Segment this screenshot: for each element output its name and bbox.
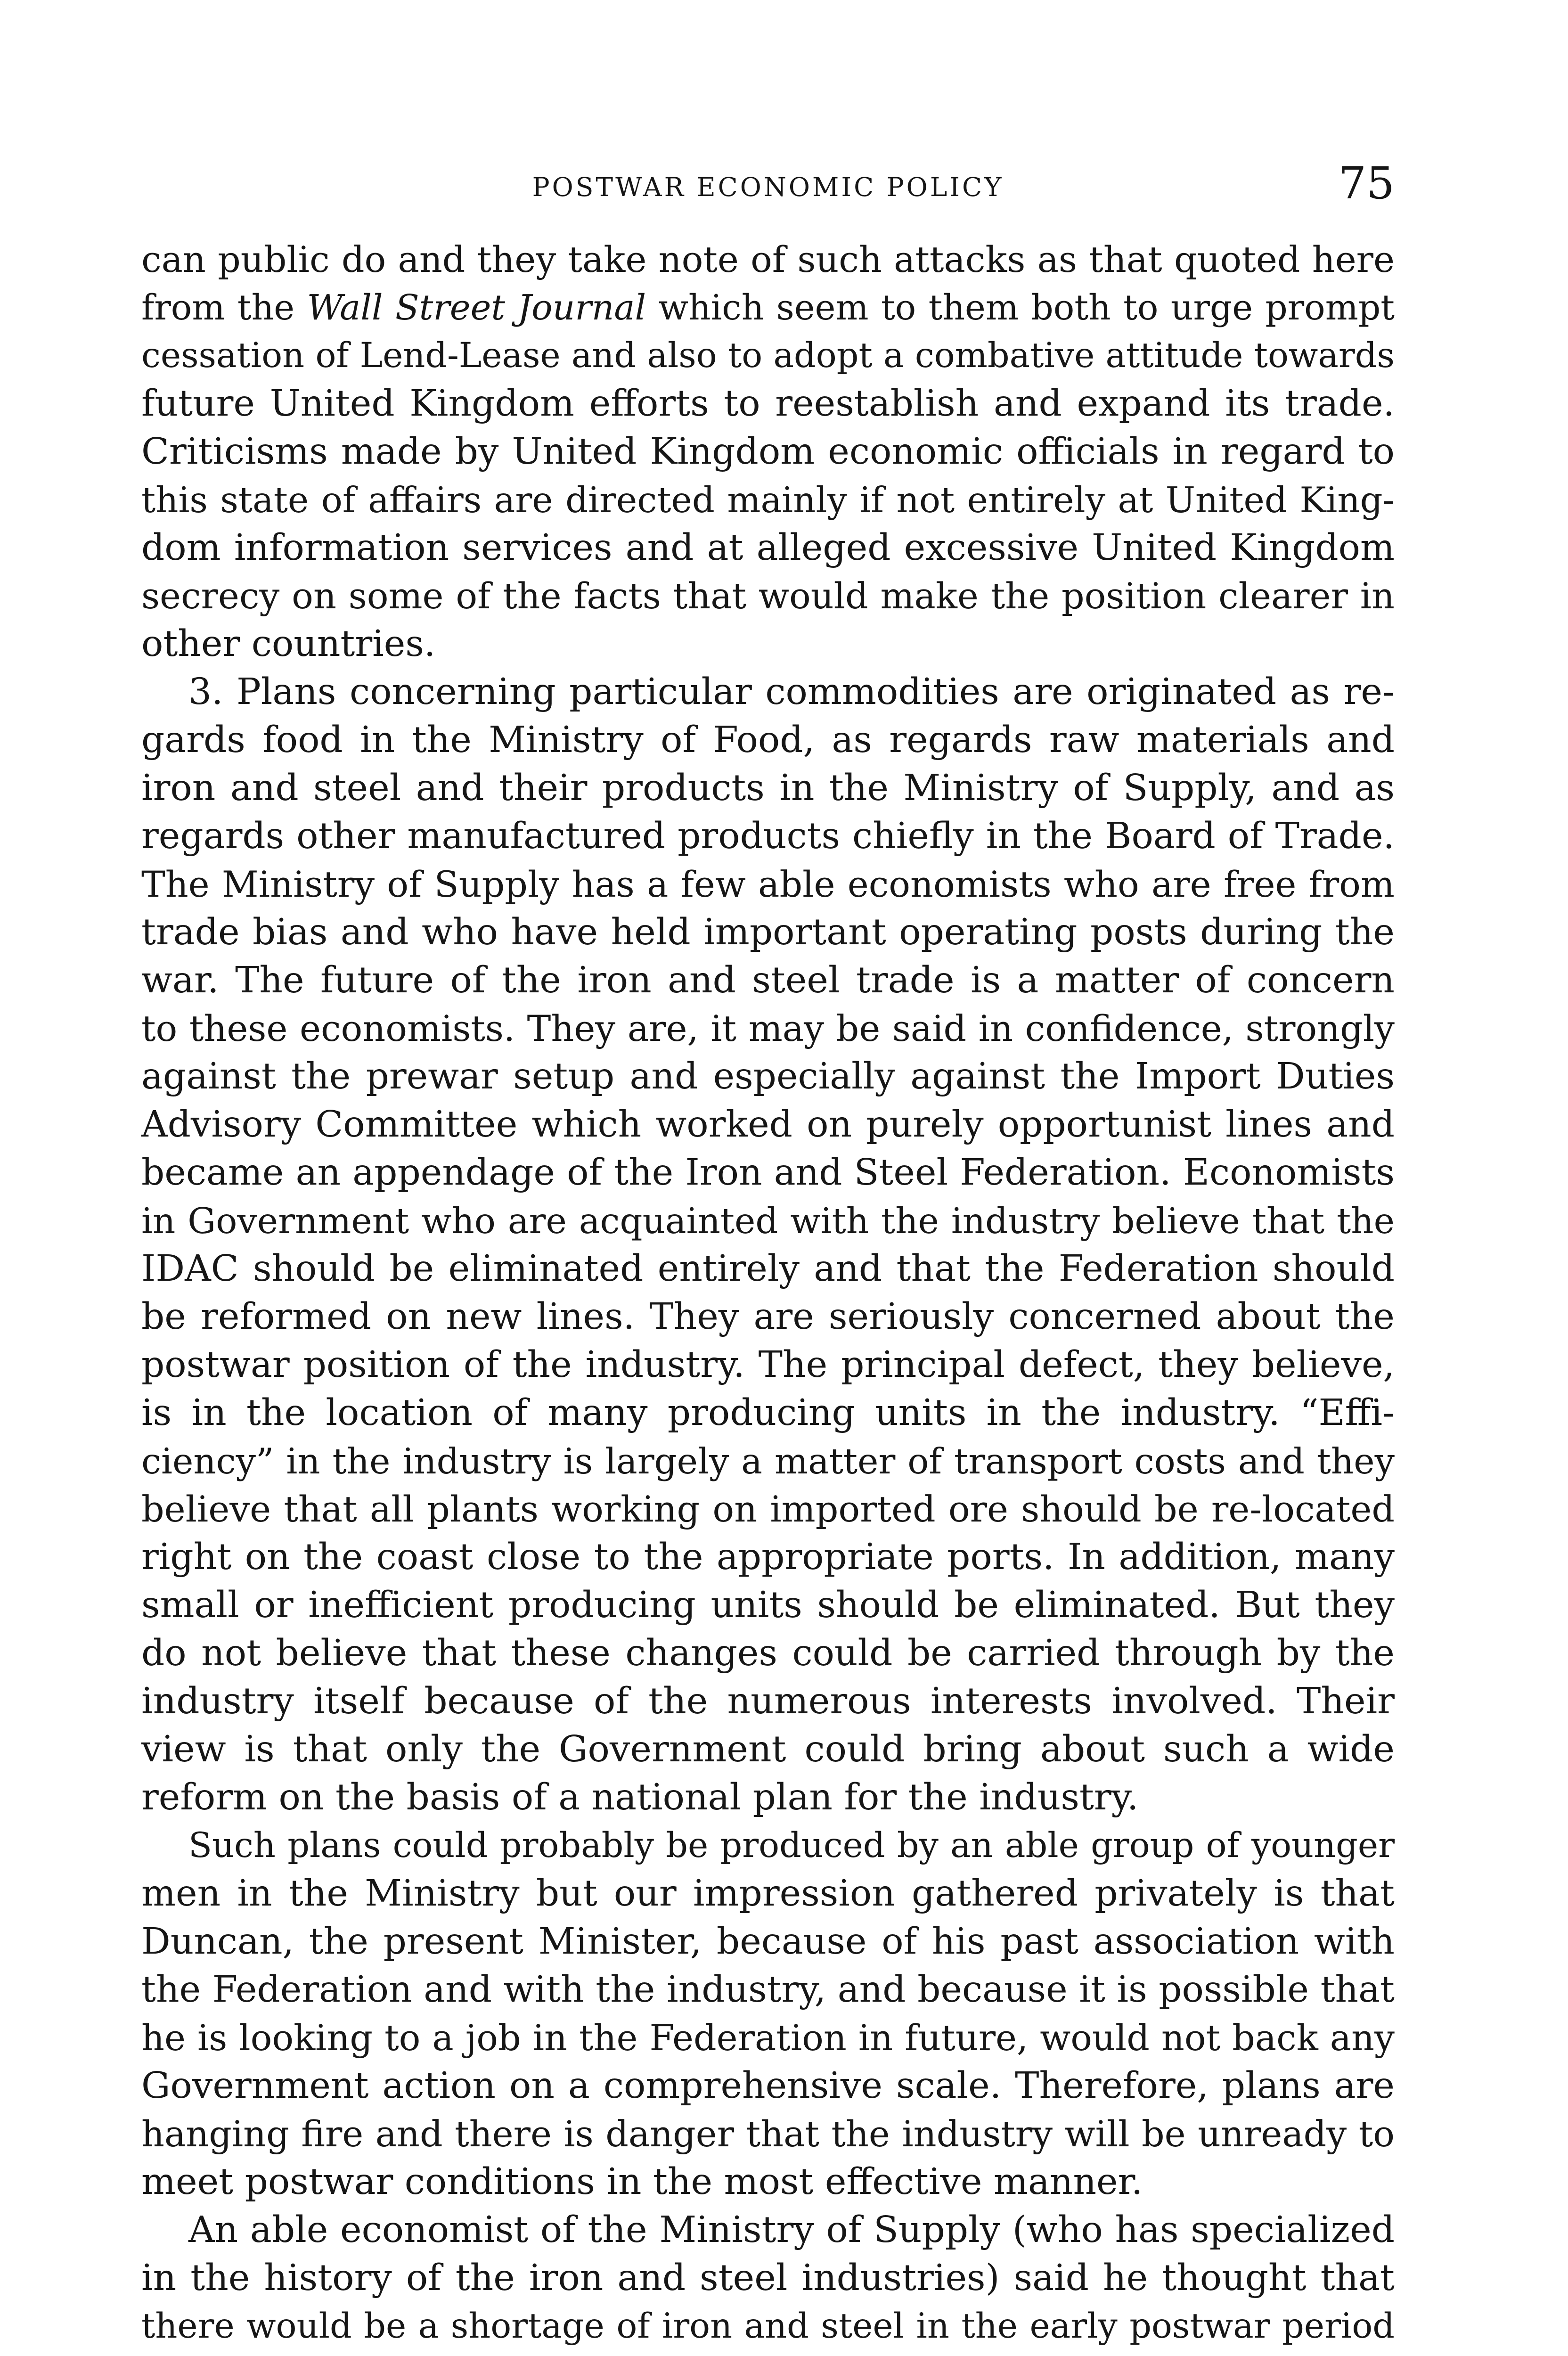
text-line: in Government who are acquainted with the industry believe that the [141,1200,1395,1242]
text-line: postwar position of the industry. The principal defect, they believe, [141,1344,1395,1386]
text-fragment: from the [141,287,307,328]
running-header [141,158,1395,210]
text-line: trade bias and who have held important operating posts during the [141,911,1395,953]
text-line: war. The future of the iron and steel trade is a matter of concern [141,959,1395,1001]
text-line: IDAC should be eliminated entirely and that the Federation should [141,1248,1395,1290]
text-line: iron and steel and their products in the Ministry of Supply, and as [141,767,1395,809]
text-line: gards food in the Ministry of Food, as regards raw materials and [141,719,1395,761]
text-line: The Ministry of Supply has a few able economists who are free from [141,863,1395,905]
text-line: meet postwar conditions in the most effective manner. [141,2161,1143,2203]
text-line: he is looking to a job in the Federation in future, would not back any [141,2017,1395,2059]
text-line: Criticisms made by United Kingdom economic officials in regard to [141,431,1395,473]
text-line: reform on the basis of a national plan for the industry. [141,1776,1139,1818]
text-line: cessation of Lend-Lease and also to adopt a combative attitude towards [141,335,1395,376]
text-line: An able economist of the Ministry of Supply (who has specialized [188,2209,1395,2251]
text-line: secrecy on some of the facts that would make the position clearer in [141,575,1395,617]
running-title: POSTWAR ECONOMIC POLICY [532,172,1004,202]
text-line: dom information services and at alleged excessive United Kingdom [141,527,1395,569]
text-line: to these economists. They are, it may be said in confidence, strongly [141,1007,1395,1049]
text-line: Such plans could probably be produced by an able group of younger [188,1825,1395,1865]
text-line: is in the location of many producing units in the industry. “Effi- [141,1392,1395,1434]
text-line: be reformed on new lines. They are seriously concerned about the [141,1296,1395,1338]
text-line: in the history of the iron and steel industries) said he thought that [141,2257,1395,2299]
text-line: against the prewar setup and especially against the Import Duties [141,1055,1395,1097]
text-line: Government action on a comprehensive scale. Therefore, plans are [141,2065,1395,2107]
text-fragment: which seem to them both to urge prompt [646,287,1395,328]
text-line: hanging fire and there is danger that the industry will be unready to [141,2113,1395,2155]
text-line: other countries. [141,623,436,665]
text-line: 3. Plans concerning particular commodities are originated as re- [188,671,1395,713]
text-line: ciency” in the industry is largely a matter of transport costs and they [141,1440,1395,1482]
text-line: do not believe that these changes could be carried through by the [141,1632,1395,1674]
text-line: regards other manufactured products chiefly in the Board of Trade. [141,815,1395,857]
text-line: Advisory Committee which worked on purely opportunist lines and [141,1104,1395,1145]
text-line: became an appendage of the Iron and Steel Federation. Economists [141,1152,1395,1194]
text-line: Duncan, the present Minister, because of his past association with [141,1921,1395,1963]
text-line: view is that only the Government could bring about such a wide [141,1728,1395,1770]
text-line: can public do and they take note of such attacks as that quoted here [141,238,1395,280]
journal-title: Wall Street Journal [307,287,646,328]
text-line: there would be a shortage of iron and steel in the early postwar period [141,2306,1395,2346]
text-line: right on the coast close to the appropriate ports. In addition, many [141,1536,1395,1578]
text-line: future United Kingdom efforts to reestablish and expand its trade. [141,383,1395,425]
text-line: men in the Ministry but our impression gathered privately is that [141,1873,1395,1914]
text-line: this state of affairs are directed mainly if not entirely at United King- [141,479,1395,521]
text-line [141,284,1395,332]
text-line: small or inefficient producing units should be eliminated. But they [141,1584,1395,1626]
page-number: 75 [1338,158,1395,209]
text-line: industry itself because of the numerous interests involved. Their [141,1680,1395,1722]
text-line: the Federation and with the industry, and because it is possible that [141,1969,1395,2011]
text-line: believe that all plants working on imported ore should be re-located [141,1488,1395,1530]
body-text [141,236,1395,2350]
